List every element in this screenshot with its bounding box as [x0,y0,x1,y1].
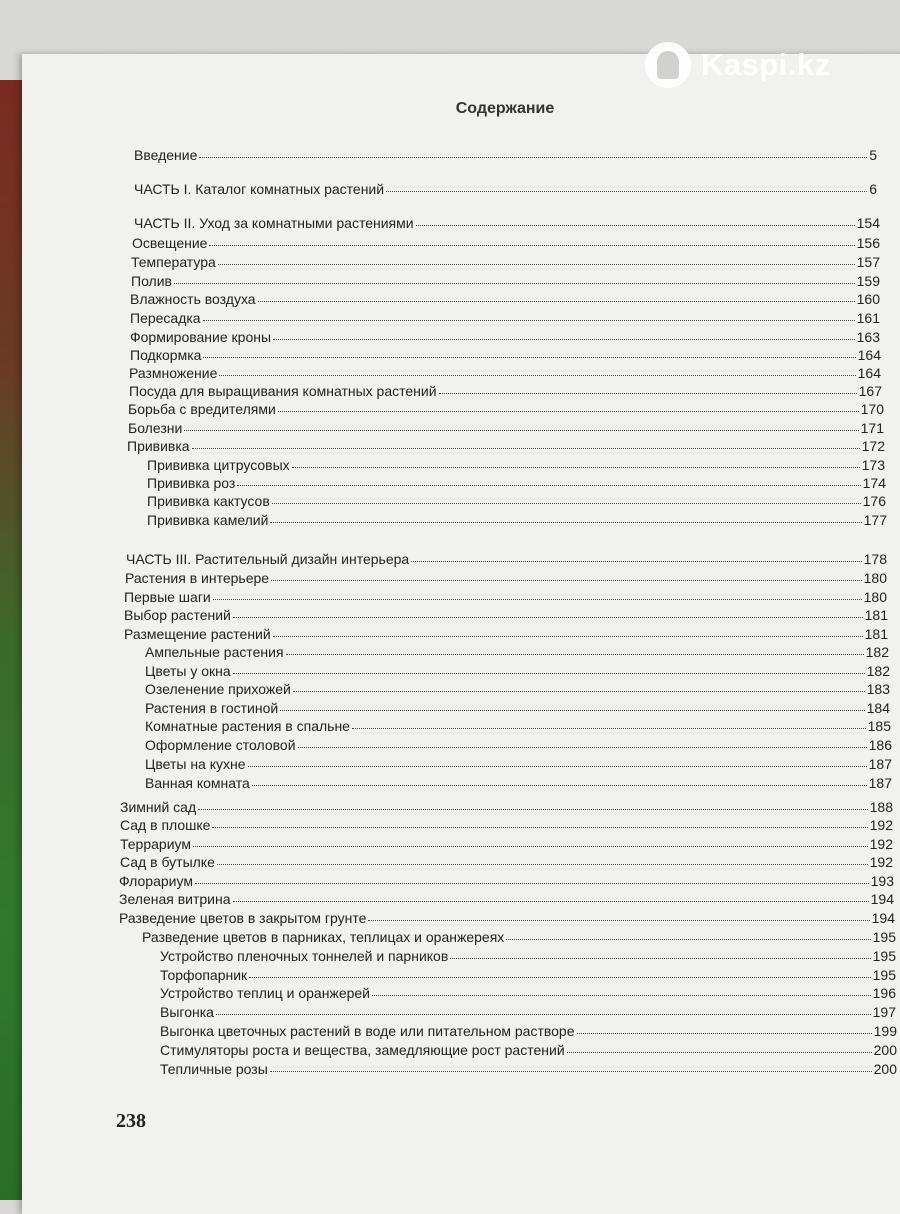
toc-entry-label: Выбор растений [124,607,231,623]
toc-entry [145,755,892,773]
toc-entry-page: 154 [856,215,880,231]
dot-leader [195,871,869,884]
toc-entry-label: Формирование кроны [130,329,272,345]
toc-entry-label: Цветы на кухне [145,756,246,772]
toc-entry [147,474,886,492]
dot-leader [411,549,861,562]
toc-entry [147,456,885,474]
toc-entry-label: Сад в бутылке [120,854,215,870]
dot-leader [252,773,867,786]
toc-entry-page: 195 [872,948,896,964]
toc-entry-page: 180 [863,570,887,586]
toc-entry-page: 177 [863,512,887,528]
toc-entry-page: 193 [870,873,894,889]
toc-entry [145,680,890,698]
toc-entry-page: 157 [856,254,880,270]
toc-entry-label: Флорариум [119,873,193,889]
toc-entry-label: Прививка камелий [147,512,269,528]
toc-entry [160,1022,897,1040]
dot-leader [203,345,855,358]
toc-entry-page: 185 [867,718,891,734]
toc-entry-page: 197 [872,1004,896,1020]
toc-entry-page: 200 [873,1042,897,1058]
toc-entry-page: 186 [868,737,892,753]
dot-leader [213,587,862,600]
toc-entry-label: Устройство теплиц и оранжерей [160,985,370,1001]
toc-entry [145,699,890,717]
dot-leader [292,455,860,468]
dot-leader [372,983,871,996]
toc-entry-label: Ампельные растения [145,644,284,660]
dot-leader [273,624,863,637]
toc-entry [128,400,884,418]
dot-leader [280,698,864,711]
dot-leader [293,679,865,692]
toc-entry [127,437,885,455]
toc-entry [119,909,895,927]
dot-leader [271,568,862,581]
toc-entry-page: 178 [863,551,887,567]
toc-entry [120,853,893,871]
toc-entry-page: 183 [866,681,890,697]
toc-entry [134,214,880,232]
toc-entry [120,816,893,834]
toc-entry-label: Цветы у окна [145,663,231,679]
page-title: Содержание [455,100,555,117]
toc-entry-page: 182 [866,663,890,679]
toc-entry-page: 195 [872,929,896,945]
dot-leader [198,797,868,810]
toc-entry [147,492,886,510]
dot-leader [368,908,869,921]
toc-entry-page: 173 [861,457,885,473]
toc-entry [160,966,896,984]
dot-leader [416,213,855,226]
toc-entry-page: 200 [873,1061,897,1077]
dot-leader [506,927,870,940]
dot-leader [272,491,861,504]
dot-leader [248,754,867,767]
toc-entry [160,947,896,965]
toc-entry-page: 163 [856,329,880,345]
toc-entry [129,382,882,400]
toc-entry-page: 174 [862,475,886,491]
toc-entry-page: 160 [856,291,880,307]
toc-entry-page: 192 [869,817,893,833]
toc-entry [128,419,884,437]
toc-entry-label: Озеленение прихожей [145,681,291,697]
toc-entry [145,774,892,792]
dot-leader [567,1040,872,1053]
dot-leader [439,381,857,394]
dot-leader [233,661,865,674]
toc-entry [134,180,877,198]
toc-entry-page: 195 [872,967,896,983]
toc-entry-page: 188 [869,799,893,815]
dot-leader [270,510,861,523]
toc-entry-page: 164 [857,365,881,381]
dot-leader [193,834,868,847]
toc-entry-label: Зимний сад [120,799,197,815]
toc-entry-page: 194 [870,891,894,907]
toc-entry-page: 187 [868,775,892,791]
toc-entry-label: Оформление столовой [145,737,296,753]
toc-entry-page: 192 [869,836,893,852]
toc-entry-label: ЧАСТЬ II. Уход за комнатными растениями [134,215,414,231]
toc-entry [120,835,893,853]
toc-entry-page: 161 [856,310,880,326]
toc-entry [142,928,896,946]
toc-entry-label: Тепличные розы [160,1061,268,1077]
dot-leader [218,252,855,265]
toc-entry-label: Ванная комната [145,775,250,791]
toc-entry-page: 156 [856,235,880,251]
dot-leader [233,605,863,618]
toc-entry-label: Растения в интерьере [125,570,270,586]
toc-entry [131,253,880,271]
dot-leader [217,852,868,865]
toc-entry [145,643,889,661]
watermark-text: Kaspi.kz [701,47,831,82]
toc-entry-page: 172 [861,438,885,454]
dot-leader [286,642,864,655]
toc-entry-label: Полив [131,273,172,289]
dot-leader [174,271,855,284]
toc-entry-page: 167 [858,383,882,399]
toc-entry [129,364,881,382]
toc-entry [119,890,894,908]
toc-entry-label: Торфопарник [160,967,248,983]
dot-leader [386,179,867,192]
toc-entry-page: 5 [869,147,877,163]
toc-entry [160,1060,897,1078]
toc-entry-label: Террариум [120,836,191,852]
toc-entry [124,606,888,624]
toc-entry [130,290,880,308]
toc-entry [145,717,891,735]
toc-entry-page: 199 [873,1023,897,1039]
dot-leader [450,946,870,959]
toc-entry-label: Выгонка цветочных растений в воде или питательном растворе [160,1023,575,1039]
toc-entry [130,328,880,346]
dot-leader [352,716,866,729]
toc-entry [145,662,890,680]
toc-entry [145,736,892,754]
toc-entry-label: ЧАСТЬ III. Растительный дизайн интерьера [126,551,410,567]
toc-entry-page: 159 [856,273,880,289]
page-number: 238 [116,1110,146,1132]
dot-leader [237,473,860,486]
toc-entry-page: 170 [860,401,884,417]
toc-entry [120,798,893,816]
toc-entry-label: Размножение [129,365,218,381]
toc-entry-label: Устройство пленочных тоннелей и парников [160,948,449,964]
toc-entry-label: Посуда для выращивания комнатных растений [129,383,437,399]
toc-entry-page: 192 [869,854,893,870]
dot-leader [203,308,855,321]
toc-entry-label: Подкормка [130,347,202,363]
dot-leader [216,1002,871,1015]
toc-entry-page: 6 [869,181,877,197]
toc-entry-page: 184 [866,700,890,716]
toc-entry-label: Борьба с вредителями [128,401,276,417]
toc-entry [147,511,887,529]
toc-entry-label: Температура [131,254,216,270]
dot-leader [212,815,867,828]
toc-entry-label: ЧАСТЬ I. Каталог комнатных растений [134,181,385,197]
toc-entry-label: Освещение [132,235,208,251]
toc-entry-page: 180 [863,589,887,605]
toc-entry [160,1041,897,1059]
dot-leader [209,233,854,246]
toc-entry-page: 194 [871,910,895,926]
toc-entry-page: 196 [872,985,896,1001]
toc-entry-label: Первые шаги [124,589,211,605]
toc-entry [134,146,877,164]
toc-entry-label: Болезни [128,420,183,436]
dot-leader [258,289,855,302]
toc-entry-page: 181 [864,626,888,642]
toc-entry-label: Разведение цветов в закрытом грунте [119,910,367,926]
toc-entry [131,272,880,290]
toc-entry-page: 187 [868,756,892,772]
dot-leader [219,363,855,376]
dot-leader [270,1059,872,1072]
toc-entry [119,872,894,890]
toc-entry-label: Прививка роз [147,475,236,491]
toc-entry-label: Введение [134,147,198,163]
toc-entry-page: 182 [865,644,889,660]
dot-leader [273,327,855,340]
dot-leader [249,965,870,978]
toc-entry-page: 171 [860,420,884,436]
toc-entry [126,550,887,568]
toc-entry-label: Комнатные растения в спальне [145,718,350,734]
toc-entry [160,1003,896,1021]
dot-leader [199,145,867,158]
toc-entry-label: Размещение растений [124,626,271,642]
toc-entry-page: 176 [862,493,886,509]
toc-entry-label: Выгонка [160,1004,214,1020]
dot-leader [184,418,858,431]
toc-entry-label: Прививка цитрусовых [147,457,290,473]
toc-entry-label: Влажность воздуха [130,291,256,307]
toc-entry-label: Стимуляторы роста и вещества, замедляющие рост растений [160,1042,565,1058]
toc-entry [130,346,881,364]
toc-entry [130,309,880,327]
dot-leader [192,436,860,449]
toc-entry [132,234,880,252]
toc-entry-label: Пересадка [130,310,201,326]
dot-leader [577,1021,872,1034]
toc-entry-label: Сад в плошке [120,817,211,833]
dot-leader [298,735,867,748]
toc-entry-label: Прививка кактусов [147,493,270,509]
toc-entry-page: 164 [857,347,881,363]
toc-entry [125,569,887,587]
toc-entry-label: Растения в гостиной [145,700,279,716]
toc-entry [124,625,888,643]
dot-leader [278,399,859,412]
toc-entry-label: Разведение цветов в парниках, теплицах и оранжереях [142,929,505,945]
toc-entry-label: Прививка [127,438,190,454]
toc-entry-label: Зеленая витрина [119,891,231,907]
toc-entry [124,588,887,606]
dot-leader [233,889,869,902]
toc-entry-page: 181 [864,607,888,623]
toc-entry [160,984,896,1002]
